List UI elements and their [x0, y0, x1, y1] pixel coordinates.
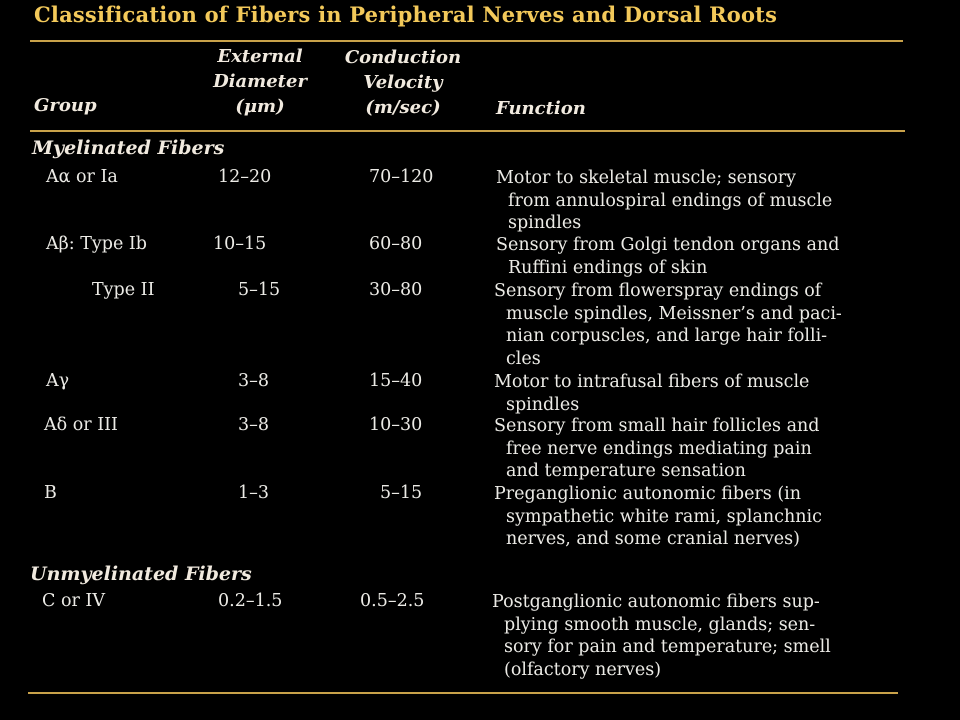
diameter-cell: 5–15 [238, 280, 281, 300]
function-line: (olfactory nerves) [504, 659, 662, 680]
header-velocity-line3: (m/sec) [365, 97, 441, 118]
group-cell: Type II [92, 280, 155, 300]
group-cell: Aα or Ia [46, 167, 118, 187]
group-cell: Aβ: Type Ib [46, 234, 148, 254]
header-velocity-line2: Velocity [363, 72, 443, 93]
page-title: Classification of Fibers in Peripheral Nerves and Dorsal Roots [34, 2, 778, 27]
header-diameter-line1: External [217, 46, 303, 67]
function-line: free nerve endings mediating pain [506, 438, 812, 459]
function-line: and temperature sensation [506, 461, 746, 481]
group-cell: C or IV [42, 591, 105, 611]
function-line: from annulospiral endings of muscle [508, 190, 833, 211]
velocity-cell: 5–15 [380, 483, 423, 503]
diameter-cell: 0.2–1.5 [218, 591, 283, 611]
velocity-cell: 70–120 [369, 167, 434, 187]
function-line: spindles [508, 213, 582, 233]
bottom-rule [28, 692, 898, 694]
function-line: nerves, and some cranial nerves) [506, 529, 800, 549]
function-line: muscle spindles, Meissner’s and paci- [506, 303, 842, 324]
velocity-cell: 60–80 [369, 234, 423, 254]
header-group: Group [34, 95, 97, 116]
function-line: sympathetic white rami, splanchnic [506, 506, 822, 527]
function-line: Sensory from Golgi tendon organs and [496, 235, 840, 255]
title-rule [30, 40, 903, 42]
diameter-cell: 3–8 [238, 415, 270, 435]
group-cell: Aγ [46, 371, 70, 391]
header-diameter-line2: Diameter [213, 71, 307, 92]
function-line: Motor to intrafusal fibers of muscle [494, 372, 810, 392]
velocity-cell: 0.5–2.5 [360, 591, 425, 611]
diameter-cell: 12–20 [218, 167, 272, 187]
function-cell [494, 415, 820, 483]
velocity-cell: 30–80 [369, 280, 423, 300]
function-line: Postganglionic autonomic fibers sup- [492, 592, 820, 612]
header-function: Function [496, 98, 586, 119]
function-line: Preganglionic autonomic fibers (in [494, 484, 802, 504]
function-line: sory for pain and temperature; smell [504, 637, 831, 657]
function-cell [492, 591, 831, 681]
function-line: spindles [506, 394, 580, 415]
group-cell: B [44, 483, 57, 503]
function-line: Ruffini endings of skin [508, 257, 708, 278]
function-cell [494, 371, 809, 416]
section-myelinated: Myelinated Fibers [32, 137, 225, 159]
velocity-cell: 10–30 [369, 415, 423, 435]
header-diameter [200, 44, 320, 119]
header-diameter-line3: (μm) [235, 96, 285, 117]
header-rule [30, 130, 905, 132]
header-velocity [333, 45, 473, 120]
diameter-cell: 10–15 [213, 234, 267, 254]
function-line: Sensory from small hair follicles and [494, 416, 820, 436]
function-line: Motor to skeletal muscle; sensory [496, 168, 797, 188]
diameter-cell: 1–3 [238, 483, 270, 503]
function-cell [494, 483, 822, 551]
group-cell: Aδ or III [44, 415, 118, 435]
section-unmyelinated: Unmyelinated Fibers [30, 563, 252, 585]
function-cell [496, 234, 839, 279]
function-cell [494, 280, 842, 370]
function-line: Sensory from flowerspray endings of [494, 281, 822, 301]
function-line: nian corpuscles, and large hair folli- [506, 326, 828, 346]
function-cell [496, 167, 832, 235]
function-line: plying smooth muscle, glands; sen- [504, 614, 816, 635]
diameter-cell: 3–8 [238, 371, 270, 391]
header-velocity-line1: Conduction [344, 47, 462, 68]
velocity-cell: 15–40 [369, 371, 423, 391]
function-line: cles [506, 348, 541, 369]
